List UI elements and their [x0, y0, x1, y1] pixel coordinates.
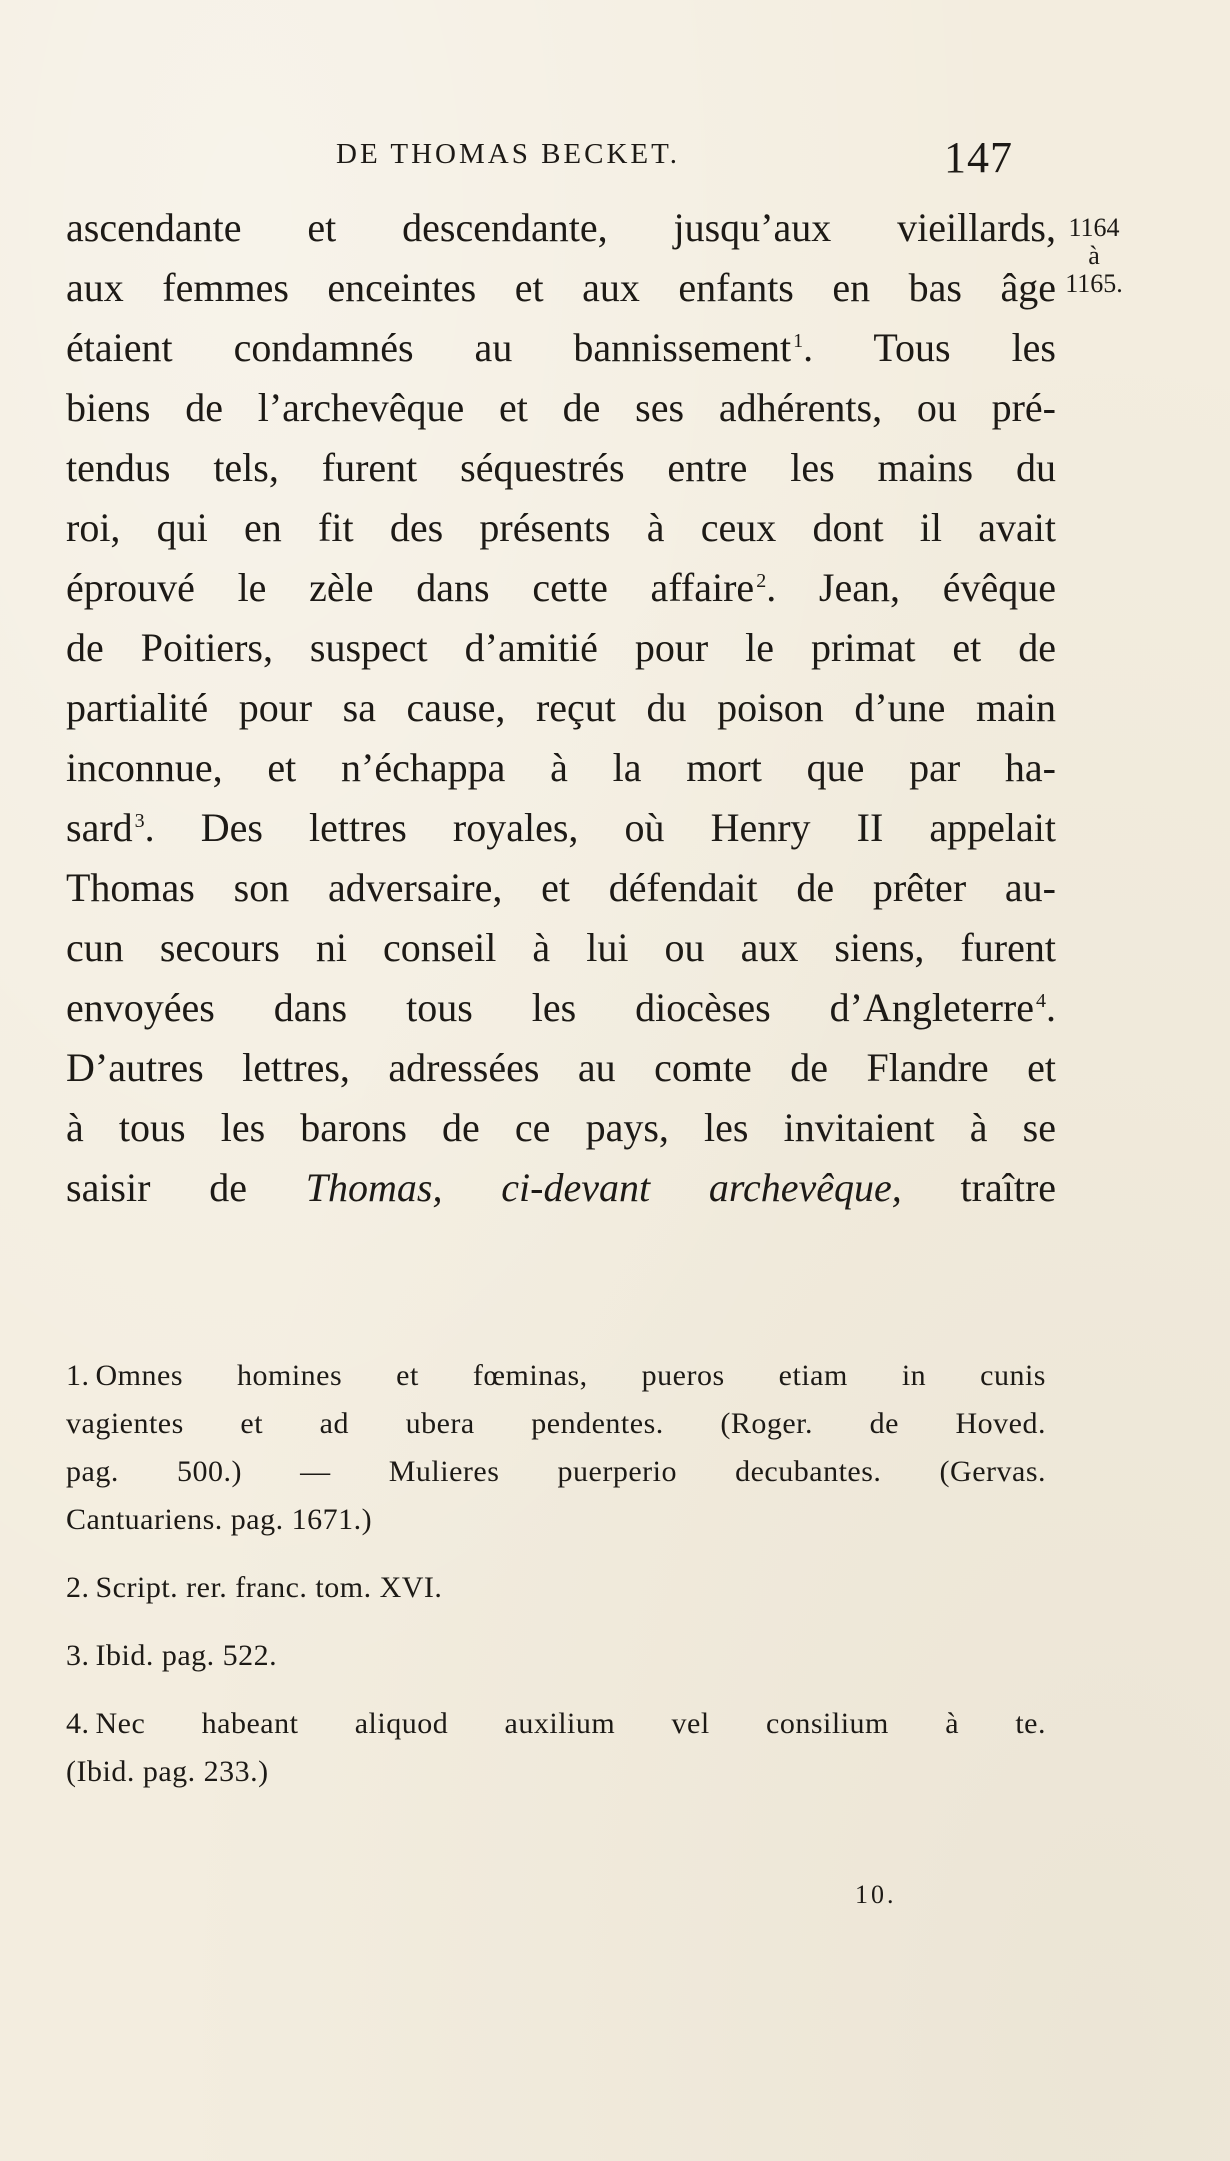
footnote-line: 3. Ibid. pag. 522. — [66, 1632, 1046, 1680]
margin-date-range — [1048, 214, 1140, 298]
footnote-line: Cantuariens. pag. 1671.) — [66, 1503, 373, 1536]
footnote-ref[interactable]: 3 — [134, 809, 145, 832]
footnote-line: 4. Nec habeant aliquod auxilium vel consilium à te. — [66, 1700, 1046, 1748]
text-line: biens de l’archevêque et de ses adhérents, ou pré- — [66, 385, 1056, 430]
footnote-3 — [66, 1632, 1046, 1680]
footnote-4 — [66, 1700, 1046, 1796]
footnote-number: 2. — [66, 1571, 90, 1604]
footnote-line: pag. 500.) — Mulieres puerperio decubantes. (Gervas. — [66, 1455, 1046, 1488]
footnotes-block — [66, 1352, 1046, 1816]
footnote-ref[interactable]: 1 — [793, 329, 804, 352]
text-line: saisir de Thomas, ci-devant archevêque, traître — [66, 1165, 1057, 1210]
running-title: DE THOMAS BECKET. — [336, 138, 680, 170]
text-line: Thomas son adversaire, et défendait de prêter au- — [66, 865, 1056, 910]
footnote-ref[interactable]: 2 — [756, 569, 767, 592]
text-line: ascendante et descendante, jusqu’aux vieillards, — [66, 205, 1056, 250]
italic-phrase: Thomas, ci-devant archevêque, — [305, 1165, 902, 1210]
footnote-number: 1. — [66, 1359, 90, 1392]
text-line: étaient condamnés au bannissement $^1$. Tous les — [66, 325, 1056, 370]
page-number: 147 — [944, 133, 1013, 182]
footnote-line: 2. Script. rer. franc. tom. XVI. — [66, 1564, 1046, 1612]
footnote-line: vagientes et ad ubera pendentes. (Roger. de Hoved. — [66, 1407, 1046, 1440]
text-line: éprouvé le zèle dans cette affaire $^2$. Jean, évêque — [66, 565, 1056, 610]
text-line: roi, qui en fit des présents à ceux dont il avait — [66, 505, 1056, 550]
footnote-number: 4. — [66, 1707, 90, 1740]
footnote-line: 1. Omnes homines et fœminas, pueros etiam in cunis — [66, 1352, 1046, 1400]
main-text-block — [66, 198, 1056, 1218]
text-line: aux femmes enceintes et aux enfants en bas âge — [66, 265, 1056, 310]
text-line: envoyées dans tous les diocèses d’Angleterre $^4$. — [66, 985, 1056, 1030]
footnote-ref[interactable]: 4 — [1036, 989, 1046, 1012]
footnote-line: (Ibid. pag. 233.) — [66, 1755, 269, 1788]
footnote-number: 3. — [66, 1639, 90, 1672]
text-line: sard $^3$. Des lettres royales, où Henry II appelait — [66, 805, 1056, 850]
text-line: de Poitiers, suspect d’amitié pour le primat et de — [66, 625, 1056, 670]
text-line: inconnue, et n’échappa à la mort que par ha- — [66, 745, 1056, 790]
signature-mark: 10. — [855, 1880, 897, 1909]
text-line: à tous les barons de ce pays, les invitaient à se — [66, 1105, 1056, 1150]
margin-year-start: 1164 — [1068, 213, 1120, 242]
text-line: tendus tels, furent séquestrés entre les mains du — [66, 445, 1056, 490]
text-line: cun secours ni conseil à lui ou aux siens, furent — [66, 925, 1056, 970]
text-line: partialité pour sa cause, reçut du poison d’une main — [66, 685, 1056, 730]
margin-year-end: 1165. — [1065, 269, 1123, 298]
footnote-1 — [66, 1352, 1046, 1544]
text-line: D’autres lettres, adressées au comte de Flandre et — [66, 1045, 1056, 1090]
footnote-2 — [66, 1564, 1046, 1612]
margin-year-sep: à — [1088, 241, 1100, 270]
